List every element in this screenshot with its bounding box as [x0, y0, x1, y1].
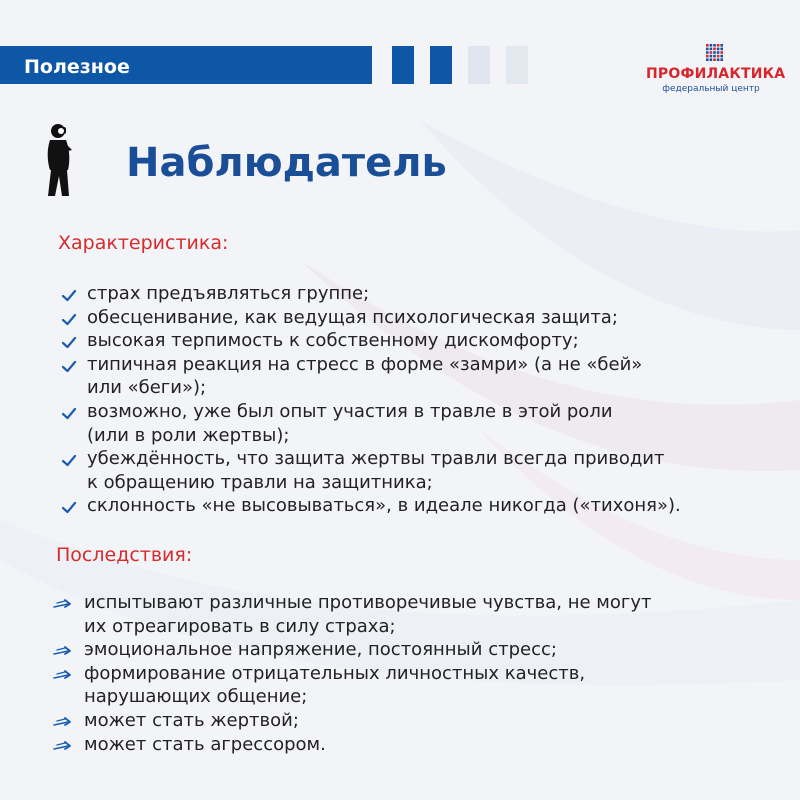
list-item — [60, 400, 760, 447]
logo-grid-square — [713, 51, 716, 54]
logo-grid-square — [710, 55, 713, 58]
check-icon — [60, 333, 78, 351]
characteristics-heading: Характеристика: — [58, 232, 229, 254]
logo-grid-square — [713, 55, 716, 58]
logo-grid-square — [713, 58, 716, 61]
page-title: Наблюдатель — [126, 140, 447, 186]
list-item-line: высокая терпимость к собственному дискомфорту; — [87, 330, 579, 352]
list-item — [60, 306, 760, 330]
logo-grid-square — [710, 51, 713, 54]
list-item-line: их отреагировать в силу страха; — [84, 615, 396, 637]
list-item — [52, 709, 752, 733]
list-item — [52, 662, 752, 709]
logo-grid-square — [710, 44, 713, 47]
arrow-icon — [52, 666, 70, 684]
logo-grid-square — [720, 48, 723, 51]
list-item-line: к обращению травли на защитника; — [87, 471, 433, 493]
logo-grid-square — [717, 48, 720, 51]
logo-name: ПРОФИЛАКТИКА — [646, 66, 786, 82]
logo-grid-square — [717, 51, 720, 54]
consequences-heading: Последствия: — [56, 544, 193, 566]
list-item-line: испытывают различные противоречивые чувства, не могут — [84, 592, 652, 613]
logo-grid-square — [710, 58, 713, 61]
logo-grid-square — [720, 55, 723, 58]
logo-grid-square — [706, 51, 709, 54]
logo-grid-square — [706, 44, 709, 47]
arrow-icon — [52, 642, 70, 660]
consequences-list — [52, 591, 752, 756]
logo-subtitle: федеральный центр — [662, 84, 760, 94]
logo-grid-square — [720, 58, 723, 61]
list-item — [52, 733, 752, 757]
header-stripe — [468, 46, 490, 84]
logo-grid-square — [706, 58, 709, 61]
header-stripe — [506, 46, 528, 84]
logo-grid-square — [713, 48, 716, 51]
list-item-line: страх предъявляться группе; — [87, 283, 370, 304]
logo-grid-square — [717, 55, 720, 58]
list-item-line: типичная реакция на стресс в форме «замри» (а не «бей» — [87, 353, 643, 375]
characteristics-list — [60, 282, 760, 518]
check-icon — [60, 451, 78, 469]
list-item-line: (или в роли жертвы); — [87, 424, 290, 446]
list-item-line: возможно, уже был опыт участия в травле в этой роли — [87, 400, 613, 422]
header-stripe — [392, 46, 414, 84]
logo — [646, 44, 786, 96]
list-item-line: нарушающих общение; — [84, 686, 308, 708]
check-icon — [60, 286, 78, 304]
observer-figure-icon — [38, 122, 82, 198]
arrow-icon — [52, 713, 70, 731]
logo-grid-square — [717, 58, 720, 61]
list-item — [60, 447, 760, 494]
list-item-line: склонность «не высовываться», в идеале никогда («тихоня»). — [87, 495, 681, 517]
check-icon — [60, 310, 78, 328]
logo-grid-square — [713, 44, 716, 47]
list-item — [52, 638, 752, 662]
check-icon — [60, 404, 78, 422]
arrow-icon — [52, 737, 70, 755]
list-item-line: эмоциональное напряжение, постоянный стресс; — [84, 639, 557, 661]
list-item-line: может стать агрессором. — [84, 733, 326, 755]
list-item — [60, 329, 760, 353]
list-item-line: обесценивание, как ведущая психологическая защита; — [87, 306, 618, 328]
check-icon — [60, 498, 78, 516]
header-title: Полезное — [24, 56, 130, 78]
check-icon — [60, 357, 78, 375]
list-item-line: формирование отрицательных личностных качеств, — [84, 662, 586, 684]
list-item-line: или «беги»); — [87, 377, 207, 399]
list-item — [60, 353, 760, 400]
logo-grid-square — [720, 51, 723, 54]
list-item-line: может стать жертвой; — [84, 709, 299, 731]
list-item — [60, 282, 760, 306]
logo-grid-icon — [706, 44, 724, 62]
arrow-icon — [52, 595, 70, 613]
logo-grid-square — [717, 44, 720, 47]
logo-grid-square — [706, 55, 709, 58]
list-item — [60, 494, 760, 518]
list-item — [52, 591, 752, 638]
logo-grid-square — [706, 48, 709, 51]
logo-grid-square — [710, 48, 713, 51]
list-item-line: убеждённость, что защита жертвы травли всегда приводит — [87, 448, 665, 470]
header-stripe — [430, 46, 452, 84]
logo-grid-square — [720, 44, 723, 47]
